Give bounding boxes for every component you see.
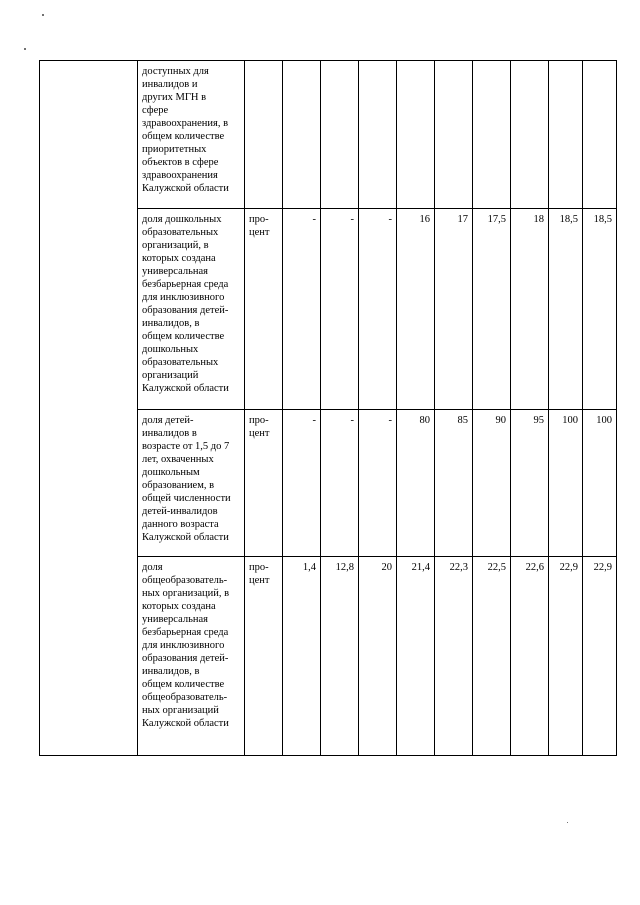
value-cell bbox=[435, 61, 473, 209]
value-cell: 22,9 bbox=[583, 557, 617, 756]
unit-cell: про- цент bbox=[245, 209, 283, 410]
value-cell bbox=[397, 61, 435, 209]
indicator-name-cell: доля детей- инвалидов в возрасте от 1,5 до 7 лет, охваченных дошкольным образованием, в общей численности детей-инвалидов данного возраста Калужской области bbox=[138, 410, 245, 557]
value-cell: - bbox=[283, 410, 321, 557]
value-cell: - bbox=[283, 209, 321, 410]
value-cell: 90 bbox=[473, 410, 511, 557]
value-cell bbox=[359, 61, 397, 209]
value-cell: 85 bbox=[435, 410, 473, 557]
scan-speck bbox=[567, 822, 568, 823]
value-cell bbox=[283, 61, 321, 209]
value-cell bbox=[583, 61, 617, 209]
value-cell: 22,3 bbox=[435, 557, 473, 756]
value-cell bbox=[511, 61, 549, 209]
value-cell: 17 bbox=[435, 209, 473, 410]
value-cell: 17,5 bbox=[473, 209, 511, 410]
unit-cell: про- цент bbox=[245, 410, 283, 557]
value-cell: 22,9 bbox=[549, 557, 583, 756]
value-cell: 22,6 bbox=[511, 557, 549, 756]
value-cell bbox=[549, 61, 583, 209]
indicator-name-cell: доступных для инвалидов и других МГН в сфере здравоохранения, в общем количестве приоритетных объектов в сфере здравоохранения Калужской области bbox=[138, 61, 245, 209]
merged-cell-left bbox=[40, 61, 138, 756]
scan-speck bbox=[24, 48, 26, 50]
value-cell: 80 bbox=[397, 410, 435, 557]
unit-cell bbox=[245, 61, 283, 209]
value-cell: - bbox=[359, 410, 397, 557]
value-cell: - bbox=[321, 209, 359, 410]
indicator-name-cell: доля общеобразователь- ных организаций, в которых создана универсальная безбарьерная среда для инклюзивного образования детей- инвалидов, в общем количестве общеобразователь- ных организаций Калужской области bbox=[138, 557, 245, 756]
value-cell: 100 bbox=[549, 410, 583, 557]
value-cell: 18,5 bbox=[549, 209, 583, 410]
value-cell: 95 bbox=[511, 410, 549, 557]
scan-speck bbox=[42, 14, 44, 16]
unit-cell: про- цент bbox=[245, 557, 283, 756]
value-cell: 18,5 bbox=[583, 209, 617, 410]
value-cell: 16 bbox=[397, 209, 435, 410]
indicators-table bbox=[39, 60, 617, 756]
table-row bbox=[40, 61, 617, 209]
value-cell: 12,8 bbox=[321, 557, 359, 756]
value-cell: 18 bbox=[511, 209, 549, 410]
value-cell: 100 bbox=[583, 410, 617, 557]
indicator-name-cell: доля дошкольных образовательных организаций, в которых создана универсальная безбарьерная среда для инклюзивного образования детей- инвалидов, в общем количестве дошкольных образовательных организаций Калужской области bbox=[138, 209, 245, 410]
value-cell: - bbox=[359, 209, 397, 410]
value-cell: 1,4 bbox=[283, 557, 321, 756]
value-cell: - bbox=[321, 410, 359, 557]
value-cell bbox=[473, 61, 511, 209]
value-cell: 21,4 bbox=[397, 557, 435, 756]
value-cell: 22,5 bbox=[473, 557, 511, 756]
value-cell bbox=[321, 61, 359, 209]
value-cell: 20 bbox=[359, 557, 397, 756]
